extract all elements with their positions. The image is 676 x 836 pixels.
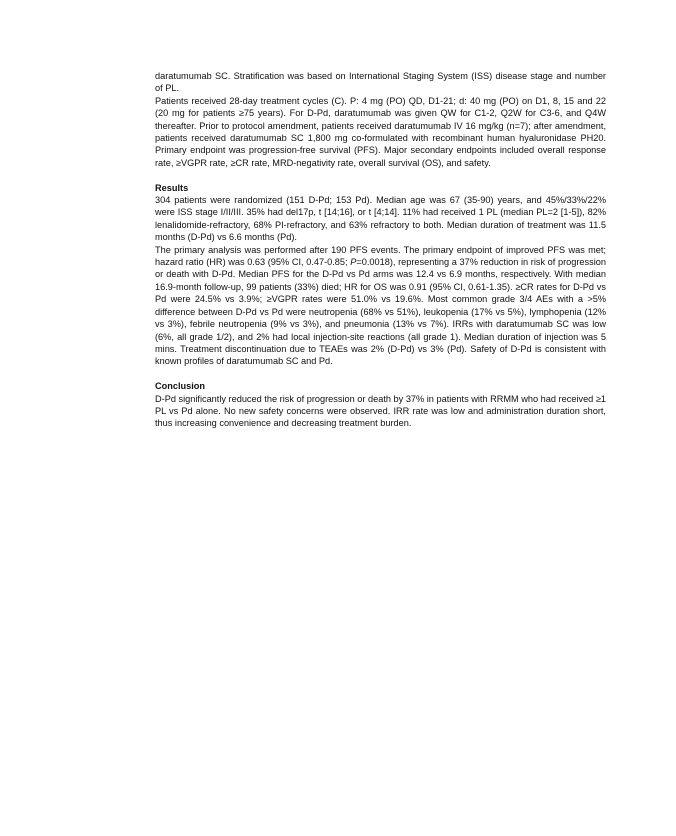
results-outcomes-text-end: =0.0018), representing a 37% reduction in risk of progression or death with D-Pd. Median PFS for the D-Pd vs Pd arms was 12.4 vs 6.9 months, respectively. With median 16.9-month follow-up, 99 patients (33%) died; HR for OS was 0.91 (95% CI, 0.61-1.35). ≥CR rates for D-Pd vs Pd were 24.5% vs 3.9%; ≥VGPR rates were 51.0% vs 19.6%. Most common grade 3/4 AEs with a >5% difference between D-Pd vs Pd were neutropenia (68% vs 51%), leukopenia (17% vs 5%), lymphopenia (12% vs 3%), febrile neutropenia (9% vs 3%), and pneumonia (13% vs 7%). IRRs with daratumumab SC was low (6%, all grade 1/2), and 2% had local injection-site reactions (all grade 1). Median duration of injection was 5 mins. Treatment discontinuation due to TEAEs was 2% (D-Pd) vs 3% (Pd). Safety of D-Pd is consistent with known profiles of daratumumab SC and Pd. xyxy=(155,257,606,367)
results-heading: Results xyxy=(155,182,189,193)
results-outcomes-text-start: The primary analysis was performed after 190 PFS events. The primary endpoint of improved PFS was met; hazard ratio (HR) was 0.63 (95% CI, 0.47-0.85; xyxy=(155,244,606,268)
abstract-body xyxy=(155,70,606,430)
conclusion-heading: Conclusion xyxy=(155,381,206,392)
methods-paragraph-stratification: daratumumab SC. Stratification was based on International Staging System (ISS) disease stage and number of PL. xyxy=(155,71,606,94)
section-spacer xyxy=(155,368,606,380)
section-spacer xyxy=(155,169,606,181)
methods-paragraph-treatment: Patients received 28-day treatment cycles (C). P: 4 mg (PO) QD, D1-21; d: 40 mg (PO) on D1, 8, 15 and 22 (20 mg for patients ≥75 years). For D-Pd, daratumumab was given QW for C1-2, Q2W for C3-6, and Q4W thereafter. Prior to protocol amendment, patients received daratumumab IV 16 mg/kg (n=7); after amendment, patients received daratumumab SC 1,800 mg co-formulated with recombinant human hyaluronidase PH20. Primary endpoint was progression-free survival (PFS). Major secondary endpoints included overall response rate, ≥VGPR rate, ≥CR rate, MRD-negativity rate, overall survival (OS), and safety. xyxy=(155,95,606,168)
results-paragraph-outcomes xyxy=(155,244,606,368)
conclusion-paragraph: D-Pd significantly reduced the risk of progression or death by 37% in patients with RRMM who had received ≥1 PL vs Pd alone. No new safety concerns were observed. IRR rate was low and administration duration short, thus increasing convenience and decreasing treatment burden. xyxy=(155,393,606,429)
p-value-symbol: P xyxy=(350,257,357,268)
results-paragraph-demographics: 304 patients were randomized (151 D-Pd; 153 Pd). Median age was 67 (35-90) years, and 45%/33%/22% were ISS stage I/II/III. 35% had del17p, t [14;16], or t [4;14]. 11% had received 1 PL (median PL=2 [1-5]), 82% lenalidomide-refractory, 68% PI-refractory, and 63% refractory to both. Median duration of treatment was 11.5 months (D-Pd) vs 6.6 months (Pd). xyxy=(155,195,606,243)
